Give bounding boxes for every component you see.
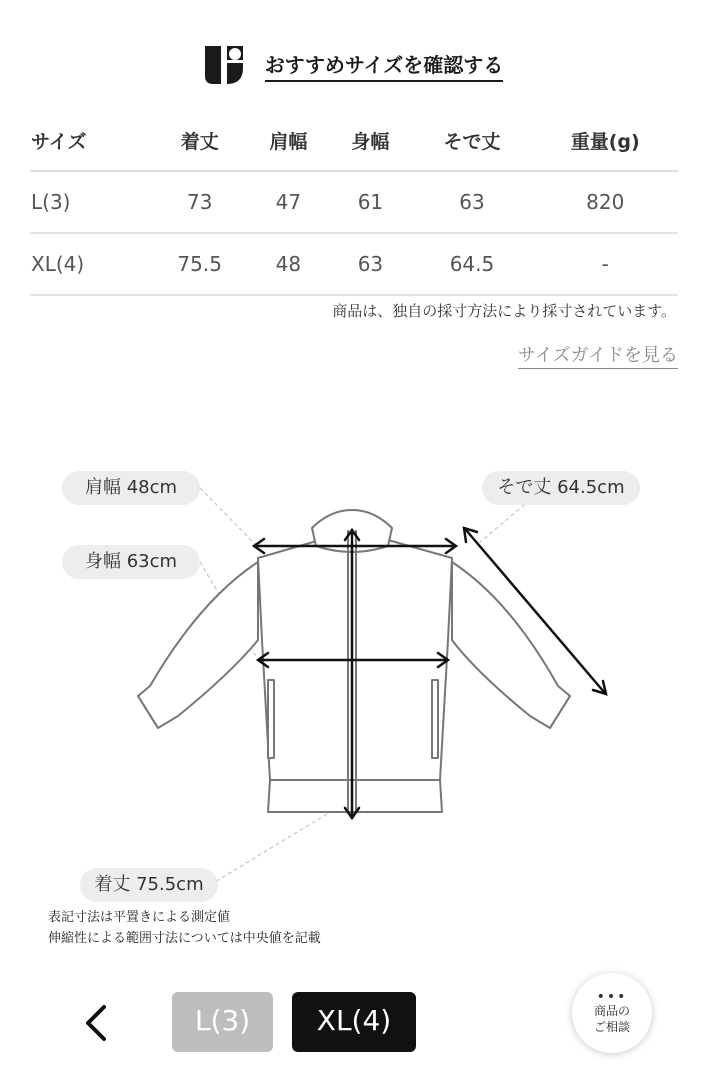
- recommend-size-link[interactable]: おすすめサイズを確認する: [265, 49, 504, 82]
- size-table: [30, 110, 678, 296]
- sleeve-length-label: そで丈 64.5cm: [482, 471, 640, 505]
- body-width-label: 身幅 63cm: [62, 545, 200, 579]
- size-option-l[interactable]: L(3): [172, 992, 273, 1052]
- table-cell: 61: [329, 171, 411, 233]
- size-guide-link[interactable]: サイズガイドを見る: [518, 341, 678, 369]
- uniqlo-u-logo-icon: [205, 46, 243, 84]
- footnote-flat-measurement: 表記寸法は平置きによる測定値: [48, 910, 231, 925]
- more-dots-icon: •••: [596, 989, 628, 1005]
- back-button[interactable]: [76, 998, 116, 1048]
- measurement-note: 商品は、独自の採寸方法により採寸されています。: [332, 302, 676, 320]
- table-row: [30, 171, 678, 233]
- product-consult-button[interactable]: [572, 973, 652, 1053]
- table-cell: L(3): [30, 171, 152, 233]
- table-cell: 47: [247, 171, 329, 233]
- table-cell: 73: [152, 171, 247, 233]
- column-header: 肩幅: [247, 110, 329, 171]
- column-header: そで丈: [411, 110, 532, 171]
- table-cell: 820: [532, 171, 678, 233]
- column-header: 着丈: [152, 110, 247, 171]
- table-header-row: [30, 110, 678, 171]
- body-length-label: 着丈 75.5cm: [80, 868, 218, 902]
- size-option-xl[interactable]: XL(4): [292, 992, 416, 1052]
- chevron-left-icon: [84, 1003, 108, 1043]
- shoulder-width-label: 肩幅 48cm: [62, 471, 200, 505]
- table-row: [30, 233, 678, 295]
- table-cell: 63: [411, 171, 532, 233]
- table-cell: 75.5: [152, 233, 247, 295]
- table-cell: 63: [329, 233, 411, 295]
- table-cell: XL(4): [30, 233, 152, 295]
- footnote-stretch-range: 伸縮性による範囲寸法については中央値を記載: [48, 931, 321, 946]
- table-cell: 48: [247, 233, 329, 295]
- column-header: 身幅: [329, 110, 411, 171]
- column-header: サイズ: [30, 110, 152, 171]
- table-cell: -: [532, 233, 678, 295]
- recommend-size-banner[interactable]: [0, 40, 708, 90]
- column-header: 重量(g): [532, 110, 678, 171]
- consult-label-line2: ご相談: [593, 1020, 630, 1034]
- table-cell: 64.5: [411, 233, 532, 295]
- consult-label-line1: 商品の: [593, 1004, 630, 1018]
